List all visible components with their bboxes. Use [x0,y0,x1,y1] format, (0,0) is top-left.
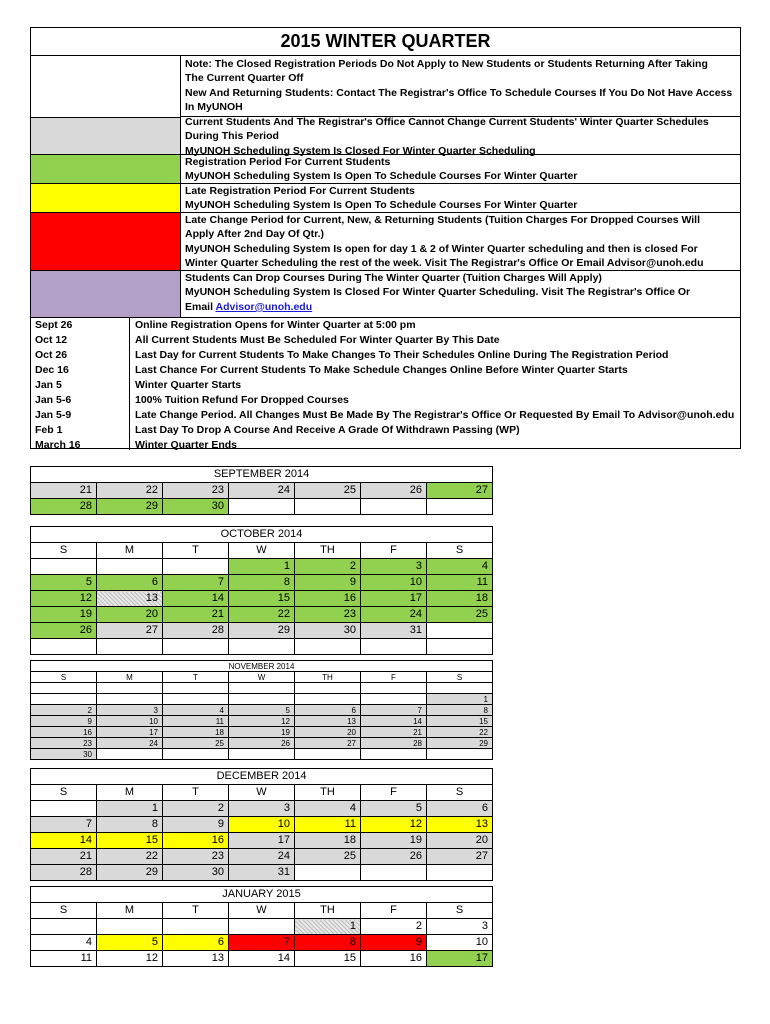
calendar-day [31,694,97,705]
weekday-header: M [97,785,163,801]
calendar-week [31,607,493,623]
calendar-day: 30 [163,499,229,515]
calendar-day: 21 [31,849,97,865]
key-date: Jan 5-9 [35,409,72,421]
calendar-day: 6 [427,801,493,817]
calendar-day [229,639,295,655]
calendar-day: 24 [229,483,295,499]
key-date-event: Last Day for Current Students To Make Changes To Their Schedules Online During The Registration Period [135,349,669,361]
key-date-event: Last Chance For Current Students To Make Schedule Changes Online Before Winter Quarter Starts [135,364,628,376]
key-date-row [31,318,740,333]
key-date-row [31,438,740,453]
calendar-day: 29 [97,865,163,881]
calendar-day: 10 [229,817,295,833]
calendar-day: 15 [97,833,163,849]
calendar-day: 6 [295,705,361,716]
calendar-day [229,499,295,515]
calendar-day [295,683,361,694]
calendar-week [31,865,493,881]
calendar-day: 25 [163,738,229,749]
calendar-day [31,559,97,575]
calendar-day [427,499,493,515]
note-line: Late Registration Period For Current Students [185,185,415,197]
weekday-header: S [427,672,493,683]
calendar-day: 23 [31,738,97,749]
calendar-day: 21 [31,483,97,499]
calendar-day: 11 [295,817,361,833]
calendar-day: 8 [229,575,295,591]
calendar-january-2015 [30,886,493,967]
key-date-event: Online Registration Opens for Winter Quarter at 5:00 pm [135,319,416,331]
weekday-header: S [427,543,493,559]
calendar-week [31,499,493,515]
calendar-day: 20 [295,727,361,738]
calendar-day: 18 [295,833,361,849]
weekday-header: W [229,543,295,559]
key-date-event: Last Day To Drop A Course And Receive A Grade Of Withdrawn Passing (WP) [135,424,520,436]
calendar-day: 9 [31,716,97,727]
weekday-header: S [31,672,97,683]
calendar-day [97,749,163,760]
key-date-row [31,393,740,408]
calendar-day: 21 [361,727,427,738]
calendar-week [31,716,493,727]
weekday-header: S [427,785,493,801]
calendar-day: 7 [229,935,295,951]
note-line [185,300,735,314]
calendar-day [427,623,493,639]
key-date-event: Late Change Period. All Changes Must Be Made By The Registrar's Office Or Requested By Email To Advisor@unoh.edu [135,409,735,421]
calendar-day: 29 [427,738,493,749]
calendar-day [97,694,163,705]
weekday-header: W [229,785,295,801]
note-line: New And Returning Students: Contact The Registrar's Office To Schedule Courses If You Do Not Have Access [185,86,733,99]
calendar-day: 7 [163,575,229,591]
calendar-week [31,749,493,760]
calendar-day: 5 [97,935,163,951]
calendar-day: 25 [427,607,493,623]
calendar-day: 19 [229,727,295,738]
weekday-header: W [229,672,295,683]
calendar-day: 12 [361,817,427,833]
calendar-day: 1 [97,801,163,817]
calendar-day [163,749,229,760]
calendar-september-2014 [30,466,493,515]
month-title: DECEMBER 2014 [31,769,493,785]
calendar-week [31,935,493,951]
calendar-day: 14 [163,591,229,607]
note-red [185,213,735,271]
calendar-day [295,499,361,515]
dates-divider [129,318,130,450]
weekday-header: F [361,543,427,559]
calendar-day [295,749,361,760]
key-date-row [31,333,740,348]
calendar-week [31,639,493,655]
calendar-day: 26 [31,623,97,639]
calendar-week [31,694,493,705]
calendar-day: 18 [427,591,493,607]
calendar-week [31,727,493,738]
calendar-day [295,865,361,881]
calendar-week [31,705,493,716]
calendar-day: 22 [97,483,163,499]
calendar-day [361,694,427,705]
calendar-day [97,559,163,575]
calendar-week [31,623,493,639]
calendar-day: 7 [361,705,427,716]
calendar-day: 1 [295,919,361,935]
note-line: Late Change Period for Current, New, & Returning Students (Tuition Charges For Dropped Courses Will [185,214,701,226]
weekday-header: S [31,543,97,559]
weekday-header: TH [295,903,361,919]
calendar-day [97,683,163,694]
calendar-day: 2 [361,919,427,935]
key-date-event: Winter Quarter Ends [135,439,238,451]
note-intro [185,57,735,115]
calendar-day: 25 [295,483,361,499]
calendar-day: 4 [427,559,493,575]
note-line: MyUNOH Scheduling System Is Open To Schedule Courses For Winter Quarter [185,199,578,212]
calendar-day: 28 [361,738,427,749]
calendar-day [31,639,97,655]
weekday-header: TH [295,672,361,683]
month-title: NOVEMBER 2014 [31,661,493,672]
calendar-week [31,591,493,607]
note-line: MyUNOH Scheduling System Is open for day 1 & 2 of Winter Quarter scheduling and then is closed For [185,242,698,255]
calendar-day: 26 [229,738,295,749]
note-green [185,155,735,184]
calendar-day [229,749,295,760]
key-date-row [31,378,740,393]
calendar-day [427,865,493,881]
calendar-day: 17 [97,727,163,738]
calendar-day [31,801,97,817]
note-line: Apply After 2nd Day Of Qtr.) [185,228,325,241]
calendar-day: 3 [229,801,295,817]
advisor-email-link[interactable]: Advisor@unoh.edu [215,300,313,313]
note-purple [185,271,735,314]
note-line: Students Can Drop Courses During The Winter Quarter (Tuition Charges Will Apply) [185,272,602,284]
key-date-row [31,423,740,438]
calendar-day: 10 [361,575,427,591]
calendar-day: 5 [229,705,295,716]
calendar-day: 12 [97,951,163,967]
calendar-day [31,919,97,935]
calendar-day [163,694,229,705]
calendar-november-2014 [30,660,493,760]
calendar-day: 2 [163,801,229,817]
weekday-header: M [97,543,163,559]
note-line: Registration Period For Current Students [185,156,391,168]
calendar-week [31,483,493,499]
calendar-day [97,639,163,655]
calendar-week [31,575,493,591]
key-date: Oct 26 [35,349,68,361]
note-line: Note: The Closed Registration Periods Do Not Apply to New Students or Students Returning After Taking [185,58,708,70]
note-line: MyUNOH Scheduling System Is Closed For Winter Quarter Scheduling [185,144,536,157]
calendar-day [31,683,97,694]
calendar-week [31,919,493,935]
swatch-purple [31,270,180,318]
key-date: Sept 26 [35,319,73,331]
calendar-day: 10 [97,716,163,727]
calendar-week [31,833,493,849]
calendar-day: 15 [229,591,295,607]
calendar-day: 24 [361,607,427,623]
calendar-december-2014 [30,768,493,881]
note-text: Email [185,300,216,313]
calendar-day: 13 [427,817,493,833]
calendar-day: 28 [31,499,97,515]
note-line: Winter Quarter Scheduling the rest of the week. Visit The Registrar's Office Or Email Advisor@unoh.edu [185,257,704,270]
calendar-day: 21 [163,607,229,623]
calendar-day: 2 [31,705,97,716]
calendar-day: 20 [427,833,493,849]
calendar-day: 4 [295,801,361,817]
calendar-day: 8 [295,935,361,951]
calendar-day: 9 [361,935,427,951]
calendar-day: 23 [295,607,361,623]
calendar-day: 28 [163,623,229,639]
key-divider [180,55,181,318]
calendar-day: 24 [97,738,163,749]
calendar-day: 13 [163,951,229,967]
note-line: Current Students And The Registrar's Office Cannot Change Current Students' Winter Quarter Schedules [185,116,709,128]
calendar-day [361,749,427,760]
calendar-day: 22 [229,607,295,623]
weekday-header: T [163,903,229,919]
calendar-day: 3 [427,919,493,935]
key-date: Jan 5 [35,379,62,391]
calendar-day: 11 [163,716,229,727]
calendar-day: 28 [31,865,97,881]
calendar-day: 11 [31,951,97,967]
calendar-day [361,639,427,655]
calendar-day: 12 [31,591,97,607]
weekday-header: M [97,903,163,919]
calendar-day: 7 [31,817,97,833]
calendar-day: 23 [163,849,229,865]
calendar-week [31,817,493,833]
calendar-october-2014 [30,526,493,655]
calendar-day: 11 [427,575,493,591]
calendar-day: 15 [295,951,361,967]
calendar-day: 4 [31,935,97,951]
key-date-event: 100% Tuition Refund For Dropped Courses [135,394,349,406]
calendar-day: 1 [229,559,295,575]
calendar-day: 25 [295,849,361,865]
key-date: Oct 12 [35,334,68,346]
calendar-day: 24 [229,849,295,865]
swatch-yellow [31,183,180,213]
calendar-day: 10 [427,935,493,951]
calendar-week [31,849,493,865]
calendar-day: 3 [361,559,427,575]
calendar-day: 5 [361,801,427,817]
key-date-row [31,408,740,423]
note-line: During This Period [185,130,279,143]
calendar-day: 9 [163,817,229,833]
calendar-day: 27 [295,738,361,749]
calendar-day: 30 [163,865,229,881]
calendar-day: 13 [295,716,361,727]
key-date: Dec 16 [35,364,69,376]
calendar-day: 23 [163,483,229,499]
note-line: MyUNOH Scheduling System Is Open To Schedule Courses For Winter Quarter [185,170,578,183]
calendar-day: 26 [361,849,427,865]
calendar-day [229,683,295,694]
calendar-day [163,683,229,694]
page-title: 2015 WINTER QUARTER [31,28,740,56]
swatch-red [31,212,180,270]
key-date-event: Winter Quarter Starts [135,379,242,391]
key-date-row [31,363,740,378]
calendar-day [163,559,229,575]
calendar-day [295,694,361,705]
calendar-day: 31 [229,865,295,881]
calendar-day: 6 [97,575,163,591]
weekday-header: S [31,785,97,801]
calendar-day: 13 [97,591,163,607]
calendar-day [229,694,295,705]
calendar-day: 16 [361,951,427,967]
calendar-day: 14 [229,951,295,967]
calendar-day: 12 [229,716,295,727]
month-title: OCTOBER 2014 [31,527,493,543]
calendar-day: 22 [427,727,493,738]
calendar-day [295,639,361,655]
weekday-header: W [229,903,295,919]
month-title: SEPTEMBER 2014 [31,467,493,483]
calendar-day [163,639,229,655]
note-gray [185,115,735,158]
calendar-day: 17 [427,951,493,967]
calendar-day: 2 [295,559,361,575]
key-table [30,27,741,449]
calendar-day [427,749,493,760]
calendar-week [31,801,493,817]
note-line: MyUNOH Scheduling System Is Closed For Winter Quarter Scheduling. Visit The Registrar's Office Or [185,286,691,299]
weekday-header: F [361,785,427,801]
key-date-event: All Current Students Must Be Scheduled For Winter Quarter By This Date [135,334,500,346]
calendar-day: 6 [163,935,229,951]
calendar-day [163,919,229,935]
calendar-day [361,865,427,881]
weekday-header: T [163,672,229,683]
key-date: Jan 5-6 [35,394,72,406]
calendar-day: 18 [163,727,229,738]
calendar-day: 19 [31,607,97,623]
calendar-day: 14 [31,833,97,849]
calendar-week [31,559,493,575]
calendar-day: 16 [295,591,361,607]
weekday-header: T [163,785,229,801]
key-dates [31,317,740,453]
calendar-day: 3 [97,705,163,716]
calendar-day: 20 [97,607,163,623]
calendar-day: 5 [31,575,97,591]
calendar-day: 9 [295,575,361,591]
calendar-day: 29 [229,623,295,639]
calendar-day: 17 [361,591,427,607]
calendar-day: 8 [97,817,163,833]
calendar-day: 27 [427,483,493,499]
key-date-row [31,348,740,363]
calendar-day: 26 [361,483,427,499]
weekday-header: S [427,903,493,919]
weekday-header: TH [295,543,361,559]
key-date: Feb 1 [35,424,63,436]
calendar-day: 19 [361,833,427,849]
note-yellow [185,184,735,213]
weekday-header: TH [295,785,361,801]
calendar-day: 29 [97,499,163,515]
month-title: JANUARY 2015 [31,887,493,903]
calendar-day: 1 [427,694,493,705]
calendar-day: 16 [163,833,229,849]
calendar-week [31,683,493,694]
calendar-day [97,919,163,935]
calendar-day [361,499,427,515]
calendar-day [361,683,427,694]
calendar-day: 17 [229,833,295,849]
weekday-header: S [31,903,97,919]
note-line: The Current Quarter Off [185,72,304,85]
weekday-header: F [361,672,427,683]
calendar-day [427,683,493,694]
calendar-day: 8 [427,705,493,716]
calendar-day: 30 [295,623,361,639]
calendar-day: 27 [97,623,163,639]
calendar-day [427,639,493,655]
calendar-day: 16 [31,727,97,738]
calendar-day: 27 [427,849,493,865]
calendar-day: 31 [361,623,427,639]
note-line: In MyUNOH [185,101,243,114]
weekday-header: F [361,903,427,919]
calendar-day: 15 [427,716,493,727]
calendar-day: 14 [361,716,427,727]
weekday-header: M [97,672,163,683]
weekday-header: T [163,543,229,559]
calendar-day: 30 [31,749,97,760]
calendar-day: 4 [163,705,229,716]
key-date: March 16 [35,439,81,451]
swatch-green [31,154,180,184]
calendar-day [229,919,295,935]
calendar-day: 22 [97,849,163,865]
calendar-week [31,951,493,967]
calendar-week [31,738,493,749]
